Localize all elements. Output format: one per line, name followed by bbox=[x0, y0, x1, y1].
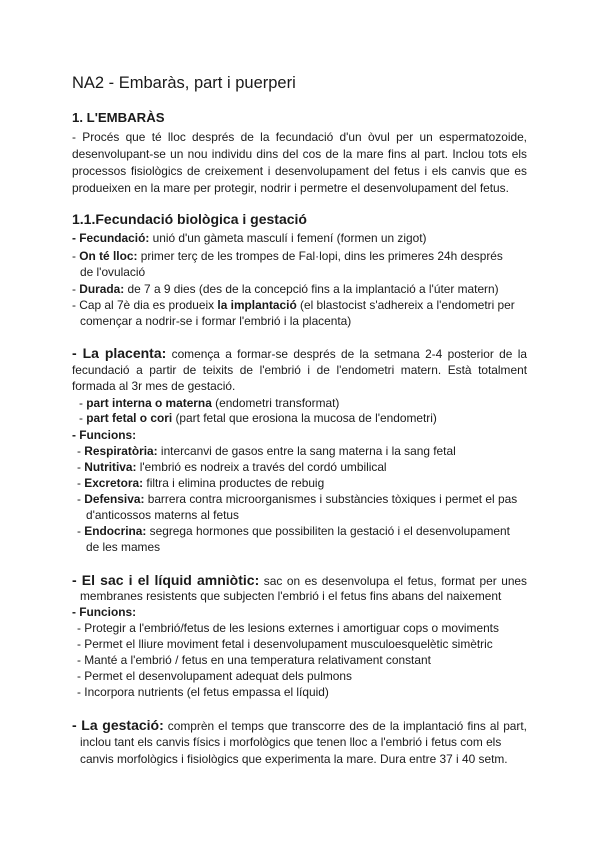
page-title: NA2 - Embaràs, part i puerperi bbox=[72, 74, 296, 92]
term-text: barrera contra microorganismes i substàncies tòxiques i permet el pas bbox=[144, 492, 518, 506]
term-text: segrega hormones que possibiliten la gestació i el desenvolupament bbox=[146, 524, 510, 538]
term-label: - La placenta: bbox=[72, 345, 167, 361]
term-label: Durada: bbox=[79, 282, 125, 296]
term-label: - Fecundació: bbox=[72, 231, 150, 245]
term-text: de 7 a 9 dies (des de la concepció fins a la implantació a l'úter matern) bbox=[124, 282, 499, 296]
paragraph-line bbox=[72, 345, 527, 362]
term-label: Nutritiva: bbox=[84, 460, 137, 474]
section-heading: 1. L'EMBARÀS bbox=[72, 110, 165, 125]
list-heading bbox=[72, 604, 136, 620]
list-item bbox=[72, 248, 503, 264]
term-text: comença a formar-se després de la setmana 2-4 posterior de la bbox=[166, 347, 527, 361]
bullet: - bbox=[72, 249, 80, 263]
list-item bbox=[77, 491, 517, 507]
bullet: - bbox=[79, 396, 87, 410]
list-item bbox=[77, 523, 510, 539]
bullet: - bbox=[79, 411, 87, 425]
list-item bbox=[72, 297, 515, 313]
term-label: Respiratòria: bbox=[84, 444, 158, 458]
term-label: part fetal o cori bbox=[86, 411, 173, 425]
term-label: Defensiva: bbox=[84, 492, 145, 506]
term-text: (el blastocist s'adhereix a l'endometri per bbox=[296, 298, 515, 312]
bullet: - bbox=[77, 476, 85, 490]
bullet: - bbox=[77, 444, 85, 458]
term-label: la implantació bbox=[217, 298, 297, 312]
list-heading bbox=[72, 427, 136, 443]
list-item bbox=[77, 475, 324, 491]
paragraph-line: processos fisiològics de creixement i desenvolupament del fetus i els canvis que es bbox=[72, 164, 527, 178]
term-label: - Funcions: bbox=[72, 605, 137, 619]
list-item-continuation: començar a nodrir-se i formar l'embrió i la placenta) bbox=[80, 314, 352, 328]
term-label: Endocrina: bbox=[84, 524, 147, 538]
list-item-continuation: d'anticossos materns al fetus bbox=[86, 508, 239, 522]
term-text: l'embrió es nodreix a través del cordó umbilical bbox=[136, 460, 387, 474]
list-item: - Permet el lliure moviment fetal i desenvolupament musculoesquelètic simètric bbox=[77, 637, 493, 651]
list-item: - Permet el desenvolupament adequat dels pulmons bbox=[77, 669, 352, 683]
list-item bbox=[77, 459, 387, 475]
paragraph-line: inclou tant els canvis físics i morfològics que tenen lloc a l'embrió i fetus com els bbox=[80, 735, 502, 749]
subsection-heading: 1.1.Fecundació biològica i gestació bbox=[72, 211, 307, 227]
list-item: - Protegir a l'embrió/fetus de les lesions externes i amortiguar cops o moviments bbox=[77, 621, 499, 635]
list-item: - Manté a l'embrió / fetus en una temperatura relativament constant bbox=[77, 653, 431, 667]
term-label: On té lloc: bbox=[79, 249, 138, 263]
paragraph-line: desenvolupant-se un nou individu dins del cos de la mare fins al part. Inclou tots els bbox=[72, 147, 527, 161]
bullet: - bbox=[77, 460, 85, 474]
term-label: part interna o materna bbox=[86, 396, 212, 410]
paragraph-line bbox=[72, 572, 527, 589]
bullet: - bbox=[77, 524, 85, 538]
term-text: (part fetal que erosiona la mucosa de l'endometri) bbox=[172, 411, 437, 425]
list-item: - Incorpora nutrients (el fetus empassa el líquid) bbox=[77, 685, 329, 699]
bullet: - bbox=[77, 492, 85, 506]
list-item-continuation: de l'ovulació bbox=[80, 265, 146, 279]
list-item bbox=[77, 443, 456, 459]
paragraph-line: fecundació a partir de teixits de l'embrió i de l'endometri matern. Està totalment bbox=[72, 363, 527, 377]
paragraph-line: canvis morfològics i fisiològics que experimenta la mare. Dura entre 37 i 40 setm. bbox=[80, 752, 508, 766]
list-item bbox=[72, 281, 499, 297]
term-text: (endometri transformat) bbox=[211, 396, 340, 410]
term-label: - Funcions: bbox=[72, 428, 137, 442]
term-text: intercanvi de gasos entre la sang materna i la sang fetal bbox=[157, 444, 456, 458]
term-label: Excretora: bbox=[84, 476, 144, 490]
term-text: filtra i elimina productes de rebuig bbox=[143, 476, 325, 490]
list-item bbox=[79, 410, 437, 426]
term-text: comprèn el temps que transcorre des de la implantació fins al part, bbox=[163, 719, 527, 733]
bullet: - bbox=[72, 282, 80, 296]
term-text: unió d'un gàmeta masculí i femení (formen un zigot) bbox=[149, 231, 427, 245]
term-text: - Cap al 7è dia es produeix bbox=[72, 298, 218, 312]
paragraph-line: - Procés que té lloc després de la fecundació d'un òvul per un espermatozoide, bbox=[72, 130, 527, 144]
paragraph-line: membranes resistents que subjecten l'embrió i el fetus fins abans del naixement bbox=[80, 589, 502, 603]
paragraph-line: formada al 3r mes de gestació. bbox=[72, 379, 236, 393]
term-label: - El sac i el líquid amniòtic: bbox=[72, 572, 260, 588]
list-item bbox=[72, 230, 427, 246]
term-text: primer terç de les trompes de Fal·lopi, dins les primeres 24h després bbox=[137, 249, 503, 263]
paragraph-line bbox=[72, 717, 527, 734]
term-text: sac on es desenvolupa el fetus, format per unes bbox=[259, 574, 527, 588]
paragraph-line: produeixen en la mare per protegir, nodrir i permetre el desenvolupament del fetus. bbox=[72, 181, 509, 195]
list-item-continuation: de les mames bbox=[86, 540, 161, 554]
term-label: - La gestació: bbox=[72, 717, 164, 733]
list-item bbox=[79, 395, 339, 411]
